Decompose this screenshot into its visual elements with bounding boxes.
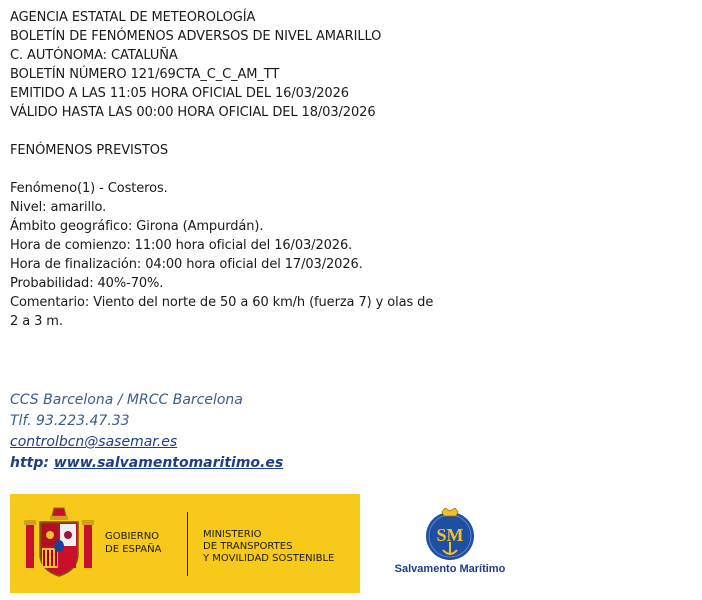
section-title: FENÓMENOS PREVISTOS <box>10 143 169 158</box>
ministry-line-2: DE TRANSPORTES <box>203 541 293 552</box>
ministry-line-3: Y MOVILIDAD SOSTENIBLE <box>203 553 335 564</box>
bulletin-body <box>10 8 610 331</box>
issued-line: EMITIDO A LAS 11:05 HORA OFICIAL DEL 16/03/2026 <box>10 86 349 101</box>
spacer <box>10 122 610 141</box>
agency-line: AGENCIA ESTATAL DE METEOROLOGÍA <box>10 10 256 25</box>
phenomenon-probability: Probabilidad: 40%-70%. <box>10 276 164 291</box>
phenomenon-start: Hora de comienzo: 11:00 hora oficial del 16/03/2026. <box>10 238 353 253</box>
gobierno-espana-banner <box>10 494 360 593</box>
web-row <box>10 453 283 474</box>
phenomenon-end: Hora de finalización: 04:00 hora oficial del 17/03/2026. <box>10 257 363 272</box>
sm-monogram-text: SM <box>436 525 464 545</box>
ministry-label <box>203 529 334 565</box>
gobierno-line-1: GOBIERNO <box>105 531 160 542</box>
gobierno-line-2: DE ESPAÑA <box>105 544 162 555</box>
website-link[interactable]: www.salvamentomaritimo.es <box>53 455 284 471</box>
spacer <box>10 160 610 179</box>
phenomenon-level: Nivel: amarillo. <box>10 200 107 215</box>
web-prefix: http: <box>10 455 49 471</box>
salvamento-emblem-icon <box>421 508 479 562</box>
bulletin-type-line: BOLETÍN DE FENÓMENOS ADVERSOS DE NIVEL AMARILLO <box>10 29 382 44</box>
salvamento-label: Salvamento Marítimo <box>394 563 506 575</box>
ministry-line-1: MINISTERIO <box>203 529 262 540</box>
phenomenon-area: Ámbito geográfico: Girona (Ampurdán). <box>10 219 264 234</box>
coat-of-arms-icon <box>24 506 94 578</box>
salvamento-maritimo-logo <box>388 508 512 578</box>
phenomenon-name: Fenómeno(1) - Costeros. <box>10 181 168 196</box>
email-signature <box>10 390 283 474</box>
gobierno-label <box>105 530 161 556</box>
bulletin-number-line: BOLETÍN NÚMERO 121/69CTA_C_C_AM_TT <box>10 67 280 82</box>
valid-until-line: VÁLIDO HASTA LAS 00:00 HORA OFICIAL DEL 18/03/2026 <box>10 105 376 120</box>
banner-divider <box>187 512 188 576</box>
region-line: C. AUTÓNOMA: CATALUÑA <box>10 48 178 63</box>
signature-phone: Tlf. 93.223.47.33 <box>10 413 130 429</box>
phenomenon-comment: Comentario: Viento del norte de 50 a 60 km/h (fuerza 7) y olas de 2 a 3 m. <box>10 295 434 329</box>
signature-center: CCS Barcelona / MRCC Barcelona <box>10 392 243 408</box>
email-link[interactable]: controlbcn@sasemar.es <box>10 434 178 450</box>
